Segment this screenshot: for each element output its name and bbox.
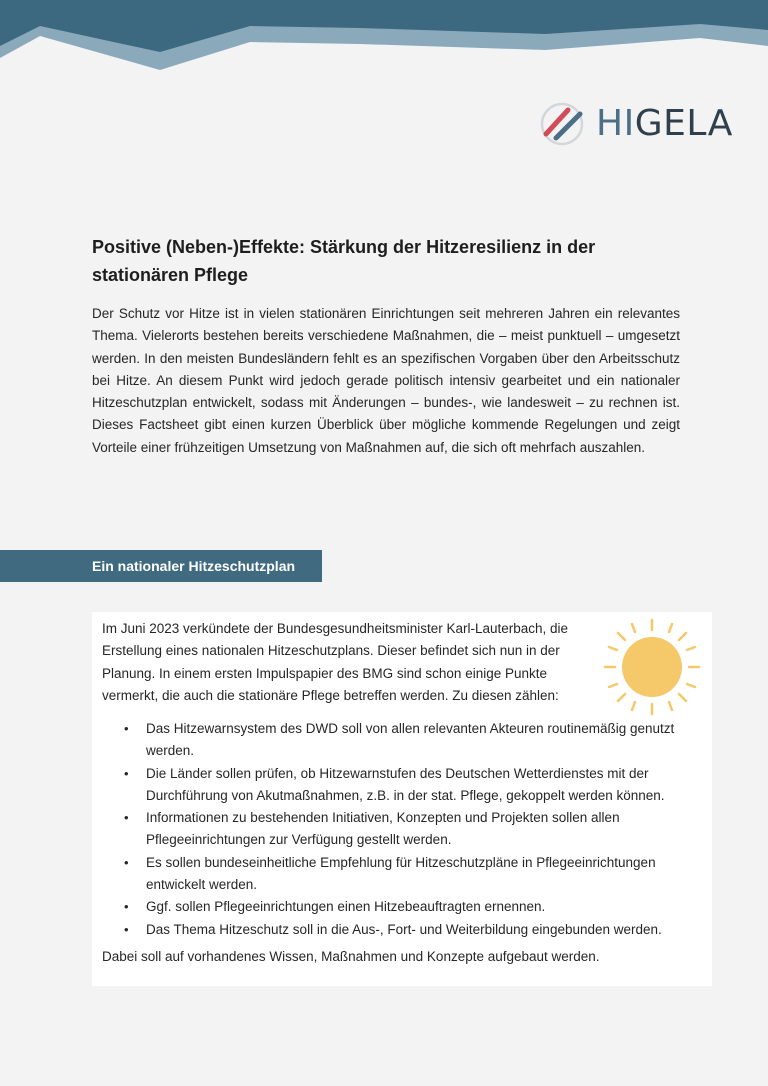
list-item-text: Die Länder sollen prüfen, ob Hitzewarnstufen des Deutschen Wetterdienstes mit der Durchführung von Akutmaßnahmen, z.B. in der stat. Pflege, gekoppelt werden können.	[146, 765, 665, 803]
list-item	[102, 718, 692, 763]
logo-mark-icon	[538, 100, 590, 148]
list-item	[102, 852, 692, 897]
intro-paragraph: Der Schutz vor Hitze ist in vielen stationären Einrichtungen seit mehreren Jahren ein relevantes Thema. Vielerorts bestehen bereits verschiedene Maßnahmen, die – meist punktuell – umgesetzt werden. In den meisten Bundesländern fehlt es an spezifischen Vorgaben über den Arbeitsschutz bei Hitze. An diesem Punkt wird jedoch gerade politisch intensiv gearbeitet und ein nationaler Hitzeschutzplan entwickelt, sodass mit Änderungen – bundes-, wie landesweit – zu rechnen ist. Dieses Factsheet gibt einen kurzen Überblick über mögliche kommende Regelungen und zeigt Vorteile einer frühzeitigen Umsetzung von Maßnahmen auf, die sich oft mehrfach auszahlen.	[92, 306, 680, 455]
list-item	[102, 807, 692, 852]
higela-logo	[538, 100, 748, 148]
list-item-text: Ggf. sollen Pflegeeinrichtungen einen Hitzebeauftragten ernennen.	[146, 899, 546, 915]
bullet-icon: •	[124, 854, 129, 870]
section-content-box	[92, 612, 712, 986]
list-item-text: Informationen zu bestehenden Initiativen, Konzepten und Projekten sollen allen Pflegeeinrichtungen zur Verfügung gestellt werden.	[146, 810, 620, 848]
list-item	[102, 763, 692, 808]
sun-icon	[601, 616, 703, 718]
list-item-text: Das Thema Hitzeschutz soll in die Aus-, Fort- und Weiterbildung eingebunden werden.	[146, 921, 662, 937]
list-item	[102, 919, 692, 941]
bullet-icon: •	[124, 899, 129, 915]
section-outro-paragraph: Dabei soll auf vorhandenes Wissen, Maßnahmen und Konzepte aufgebaut werden.	[102, 949, 600, 964]
logo-wordmark-hi: HI	[596, 103, 635, 144]
bullet-icon: •	[124, 721, 129, 736]
list-item	[102, 896, 692, 918]
bullet-icon: •	[124, 921, 129, 937]
logo-wordmark-gela: GELA	[634, 103, 733, 144]
document-title: Positive (Neben-)Effekte: Stärkung der Hitzeresilienz in der stationären Pflege	[92, 237, 596, 285]
logo-wordmark	[596, 102, 733, 146]
section-title: Ein nationaler Hitzeschutzplan	[92, 558, 296, 574]
header-wave-decoration	[0, 0, 768, 90]
list-item-text: Es sollen bundeseinheitliche Empfehlung für Hitzeschutzpläne in Pflegeeinrichtungen entwickelt werden.	[146, 854, 656, 893]
measures-list	[102, 718, 692, 941]
section-intro-paragraph: Im Juni 2023 verkündete der Bundesgesundheitsminister Karl-Lauterbach, die Erstellung eines nationalen Hitzeschutzplans. Dieser befindet sich nun in der Planung. In einem ersten Impulspapier des BMG sind schon einige Punkte vermerkt, die auch die stationäre Pflege betreffen werden. Zu diesen zählen:	[102, 621, 569, 703]
list-item-text: Das Hitzewarnsystem des DWD soll von allen relevanten Akteuren routinemäßig genutzt werden.	[146, 721, 675, 759]
bullet-icon: •	[124, 765, 129, 781]
bullet-icon: •	[124, 810, 129, 826]
